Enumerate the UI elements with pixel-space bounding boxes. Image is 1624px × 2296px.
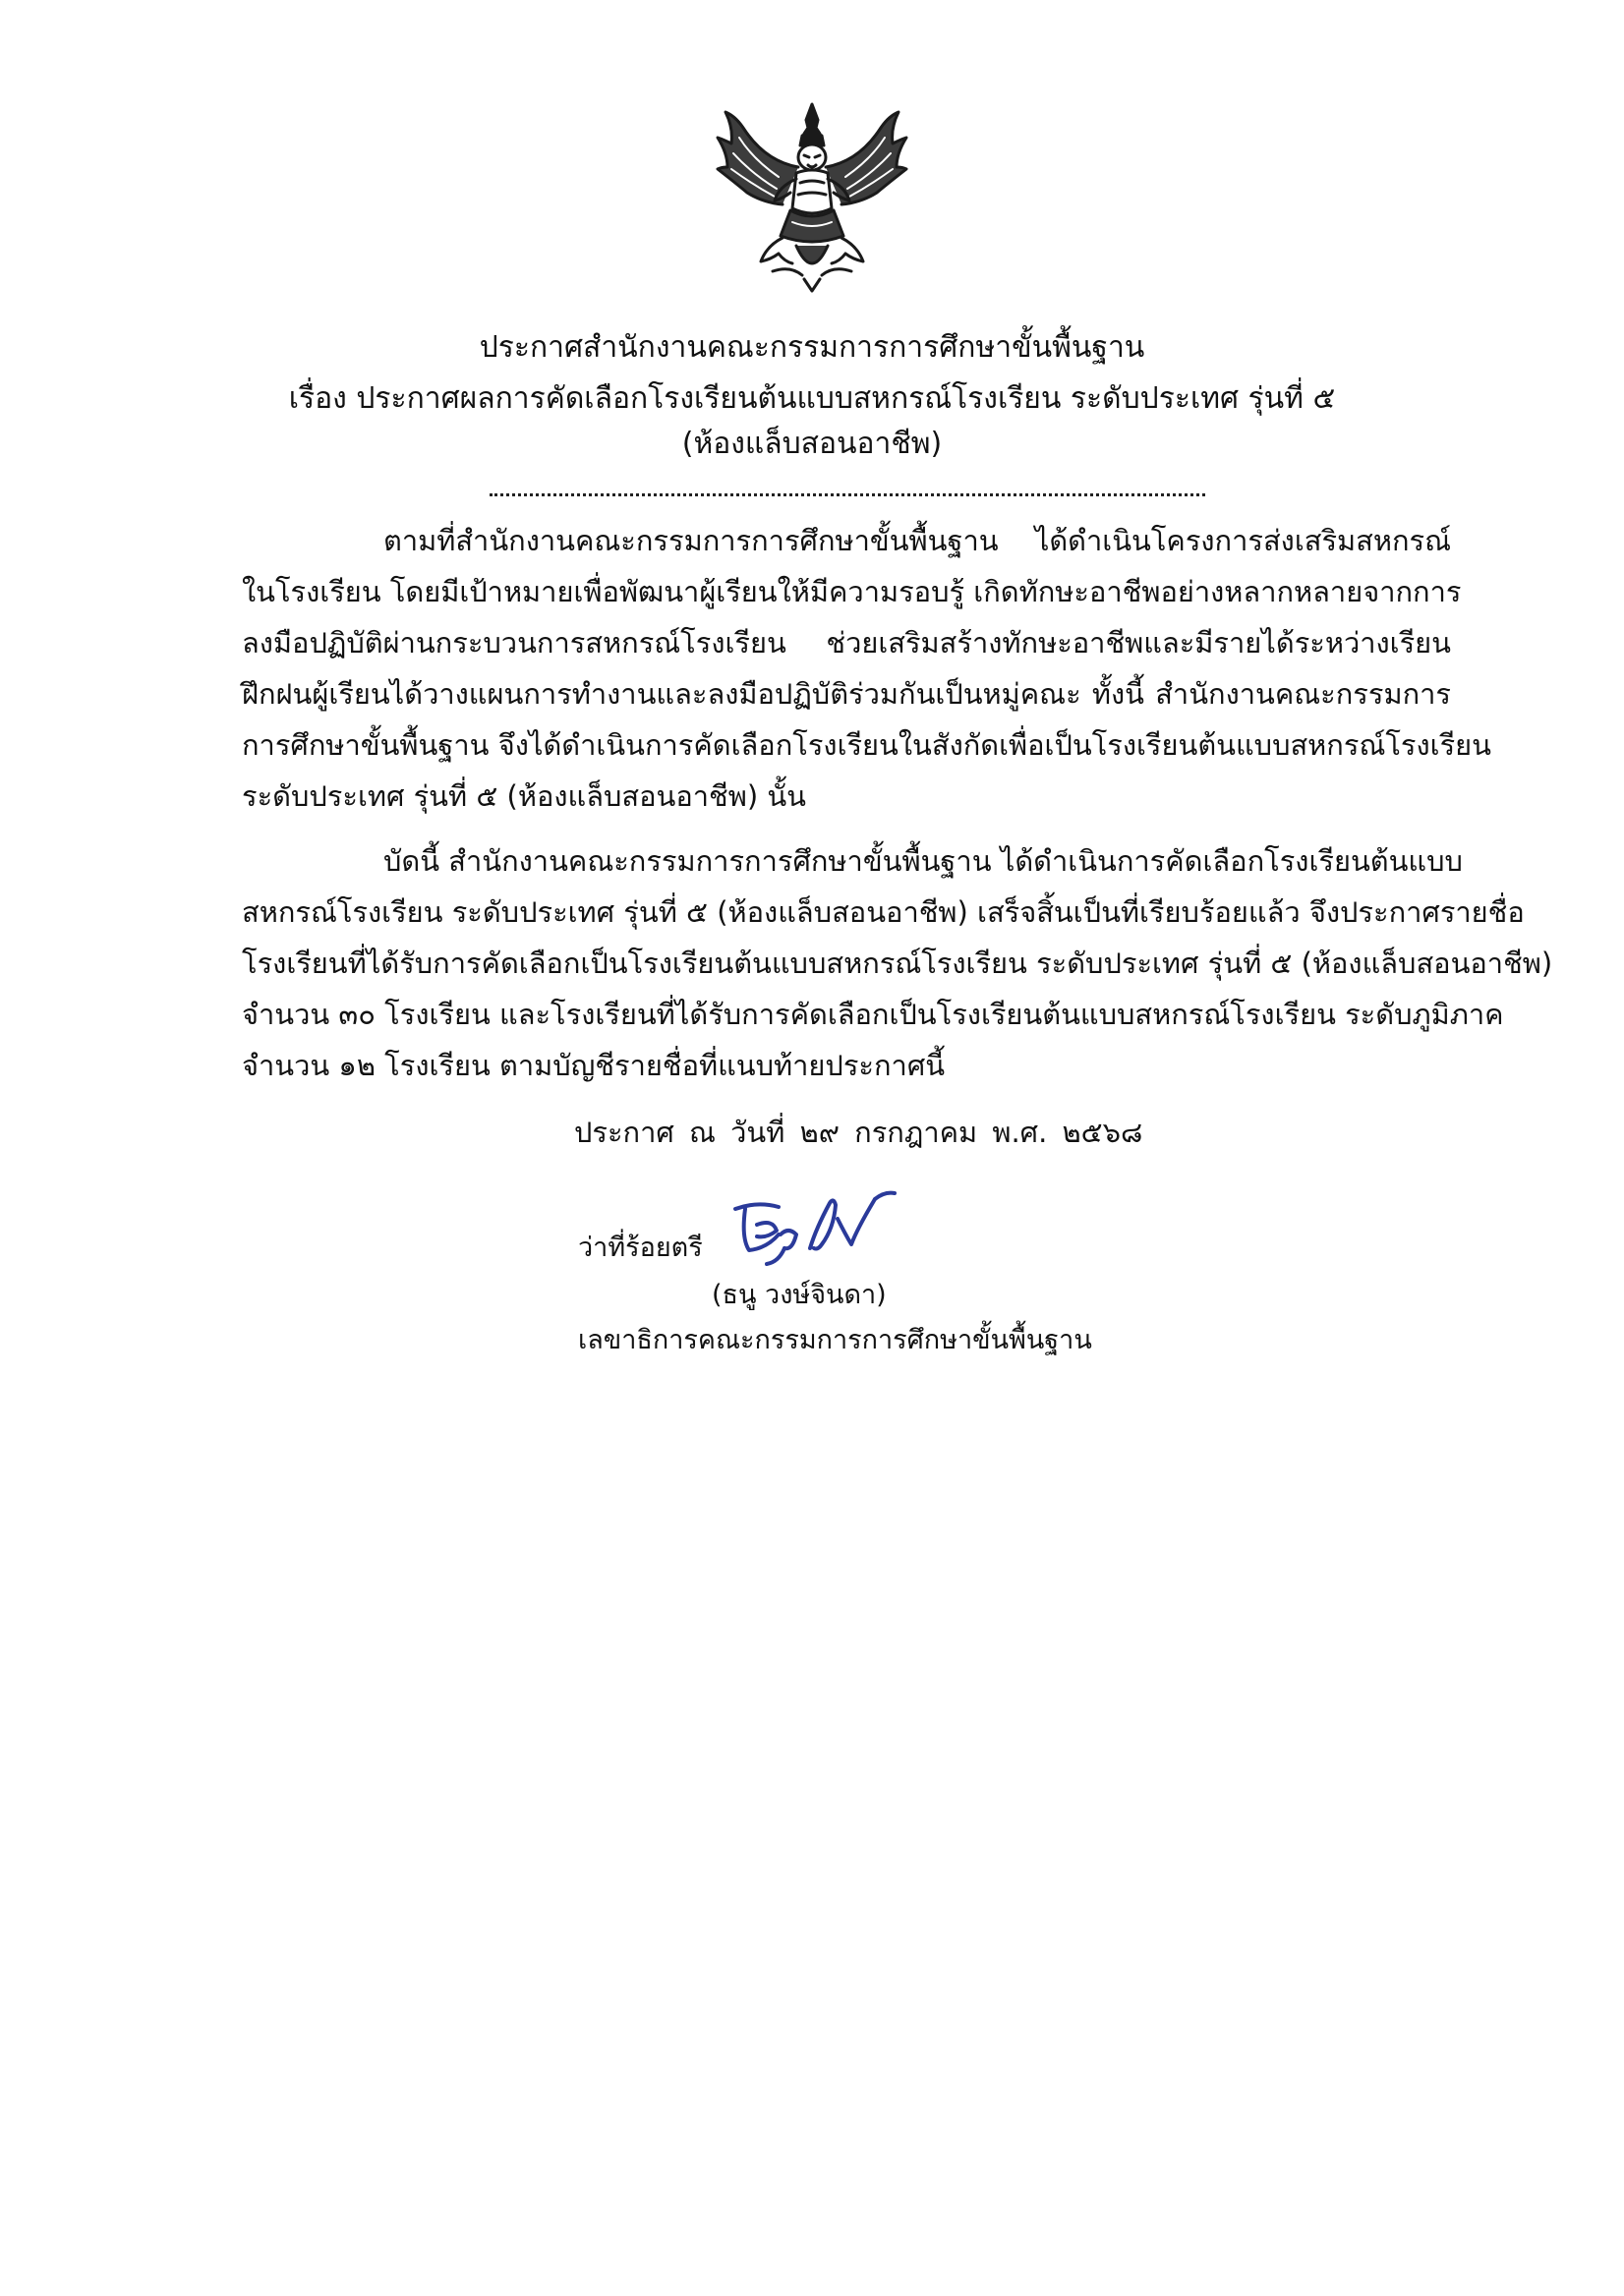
paragraph2-line: จำนวน ๓๐ โรงเรียน และโรงเรียนที่ได้รับการคัดเลือกเป็นโรงเรียนต้นแบบสหกรณ์โรงเรียน ระดับภูมิภาค	[242, 998, 1504, 1031]
paragraph2-line: สหกรณ์โรงเรียน ระดับประเทศ รุ่นที่ ๕ (ห้องแล็บสอนอาชีพ) เสร็จสิ้นเป็นที่เรียบร้อยแล้ว จึงประกาศรายชื่อ	[242, 895, 1525, 929]
garuda-emblem-icon	[714, 98, 910, 295]
paragraph2-line: บัดนี้ สำนักงานคณะกรรมการการศึกษาขั้นพื้นฐาน ได้ดำเนินการคัดเลือกโรงเรียนต้นแบบ	[383, 844, 1463, 878]
announcement-subject-subtitle: (ห้องแล็บสอนอาชีพ)	[681, 427, 943, 461]
paragraph1-line: ในโรงเรียน โดยมีเป้าหมายเพื่อพัฒนาผู้เรียนให้มีความรอบรู้ เกิดทักษะอาชีพอย่างหลากหลายจากการ	[242, 575, 1462, 608]
paragraph1-line: ลงมือปฏิบัติผ่านกระบวนการสหกรณ์โรงเรียน ช่วยเสริมสร้างทักษะอาชีพและมีรายได้ระหว่างเรียน	[242, 626, 1451, 660]
header-divider	[490, 493, 1205, 496]
paragraph1-line: ฝึกฝนผู้เรียนได้วางแผนการทำงานและลงมือปฏิบัติร่วมกันเป็นหมู่คณะ ทั้งนี้ สำนักงานคณะกรรมการ	[242, 677, 1451, 711]
paragraph1-line: การศึกษาขั้นพื้นฐาน จึงได้ดำเนินการคัดเลือกโรงเรียนในสังกัดเพื่อเป็นโรงเรียนต้นแบบสหกรณ์โรงเรียน	[242, 728, 1491, 762]
announcement-date: ประกาศ ณ วันที่ ๒๙ กรกฎาคม พ.ศ. ๒๕๖๘	[574, 1116, 1143, 1149]
handwritten-signature	[727, 1179, 904, 1288]
paragraph2-line: จำนวน ๑๒ โรงเรียน ตามบัญชีรายชื่อที่แนบท้ายประกาศนี้	[242, 1049, 946, 1082]
paragraph1-line: ระดับประเทศ รุ่นที่ ๕ (ห้องแล็บสอนอาชีพ) นั้น	[242, 779, 807, 813]
announcement-title: ประกาศสำนักงานคณะกรรมการการศึกษาขั้นพื้นฐาน	[479, 330, 1145, 365]
paragraph2-line: โรงเรียนที่ได้รับการคัดเลือกเป็นโรงเรียนต้นแบบสหกรณ์โรงเรียน ระดับประเทศ รุ่นที่ ๕ (ห้องแล็บสอนอาชีพ)	[242, 947, 1553, 980]
announcement-subject: เรื่อง ประกาศผลการคัดเลือกโรงเรียนต้นแบบสหกรณ์โรงเรียน ระดับประเทศ รุ่นที่ ๕	[288, 381, 1336, 416]
paragraph1-line: ตามที่สำนักงานคณะกรรมการการศึกษาขั้นพื้นฐาน ได้ดำเนินโครงการส่งเสริมสหกรณ์	[383, 524, 1451, 557]
signer-name: (ธนู วงษ์จินดา)	[712, 1280, 887, 1310]
signer-position: เลขาธิการคณะกรรมการการศึกษาขั้นพื้นฐาน	[578, 1325, 1092, 1355]
signer-rank: ว่าที่ร้อยตรี	[578, 1233, 703, 1263]
